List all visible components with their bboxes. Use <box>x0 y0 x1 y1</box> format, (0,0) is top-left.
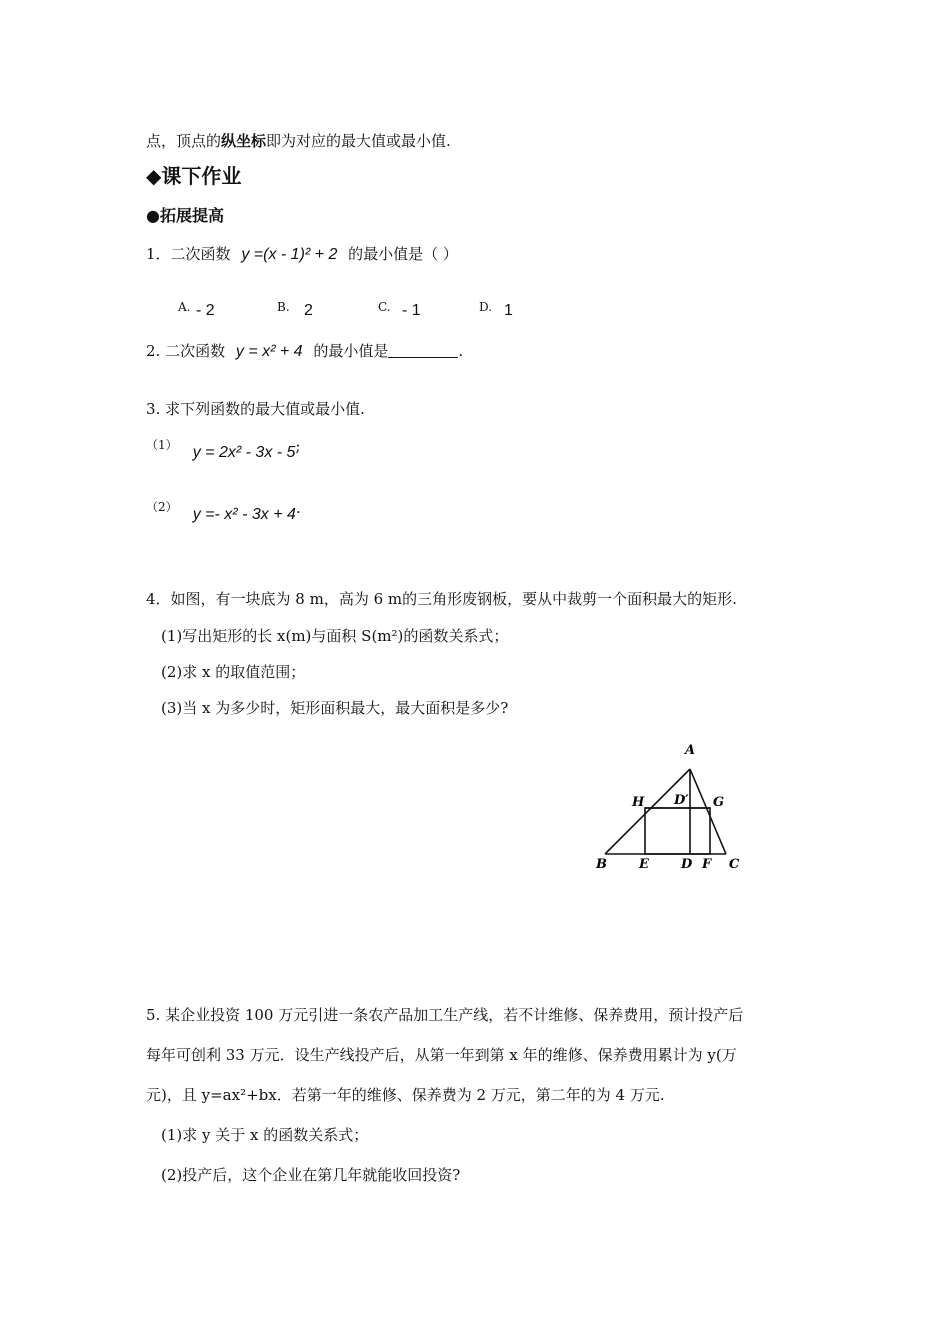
label-b: B <box>596 857 607 872</box>
intro-line <box>146 130 451 151</box>
q3-part-2-label: （2） <box>146 500 178 514</box>
subsection-title: ●拓展提高 <box>146 206 224 225</box>
q1-formula: y =(x - 1)² + 2 <box>241 246 338 263</box>
q2-prefix: 2. 二次函数 <box>146 342 226 360</box>
q1-suffix: 的最小值是（ ） <box>348 245 458 263</box>
q2-formula: y = x² + 4 <box>235 343 303 360</box>
q5-part-2: (2)投产后，这个企业在第几年就能收回投资? <box>161 1166 461 1184</box>
q1-option-b-value: 2 <box>304 302 313 319</box>
q2-suffix: 的最小值是 <box>313 342 389 360</box>
q1-prefix: 1．二次函数 <box>146 245 231 263</box>
q3-part-2-formula: y =- x² - 3x + 4 <box>192 506 296 523</box>
q3-title: 3. 求下列函数的最大值或最小值. <box>146 400 365 418</box>
q5-line-1: 5. 某企业投资 100 万元引进一条农产品加工生产线，若不计维修、保养费用，预计投产后 <box>146 1006 744 1024</box>
q4-part-2: (2)求 x 的取值范围； <box>161 663 306 681</box>
label-d-prime: D′ <box>674 793 689 808</box>
label-f: F <box>702 857 712 872</box>
q1-option-d-value: 1 <box>504 302 513 319</box>
q1-option-b-label: B. <box>277 300 290 314</box>
label-e: E <box>639 857 649 872</box>
label-h: H <box>632 795 645 810</box>
side-ab <box>605 769 690 854</box>
q4-part-3: (3)当 x 为多少时，矩形面积最大，最大面积是多少? <box>161 699 509 717</box>
intro-bold: 纵坐标 <box>221 132 267 150</box>
q5-line-3: 元)，且 y=ax²+bx．若第一年的维修、保养费为 2 万元，第二年的为 4 万元. <box>146 1086 665 1104</box>
q2-line <box>146 340 463 361</box>
q4-part-1: (1)写出矩形的长 x(m)与面积 S(m²)的函数关系式； <box>161 627 509 645</box>
q5-part-1: (1)求 y 关于 x 的函数关系式； <box>161 1126 369 1144</box>
q3-part-1-formula: y = 2x² - 3x - 5 <box>192 444 296 461</box>
triangle-figure <box>588 736 748 876</box>
label-c: C <box>729 857 740 872</box>
q2-end: . <box>458 342 464 360</box>
section-title: ◆课下作业 <box>146 164 242 188</box>
label-a: A <box>685 743 696 758</box>
q1-option-a-value: - 2 <box>196 302 215 319</box>
q1-option-c-value: - 1 <box>402 302 421 319</box>
q3-part-2 <box>146 498 301 524</box>
q2-answer-blank <box>388 343 458 358</box>
q4-title: 4．如图，有一块底为 8 m，高为 6 m的三角形废钢板，要从中裁剪一个面积最大的矩形. <box>146 590 737 608</box>
q1-option-d-label: D. <box>479 300 493 314</box>
q1-line <box>146 243 458 264</box>
inscribed-rectangle <box>645 808 710 854</box>
intro-post: 即为对应的最大值或最小值. <box>266 132 451 150</box>
q3-part-1-label: （1） <box>146 438 178 452</box>
q3-part-1-end: ; <box>295 437 301 455</box>
q1-options <box>178 298 538 324</box>
q5-line-2: 每年可创利 33 万元．设生产线投产后，从第一年到第 x 年的维修、保养费用累计为 y(万 <box>146 1046 737 1064</box>
label-d: D <box>681 857 693 872</box>
side-ac <box>690 769 726 854</box>
q1-option-a-label: A. <box>178 300 191 314</box>
q1-option-c-label: C. <box>378 300 391 314</box>
q3-part-1 <box>146 436 301 462</box>
intro-pre: 点，顶点的 <box>146 132 222 150</box>
label-g: G <box>713 795 725 810</box>
q3-part-2-end: . <box>295 499 301 517</box>
